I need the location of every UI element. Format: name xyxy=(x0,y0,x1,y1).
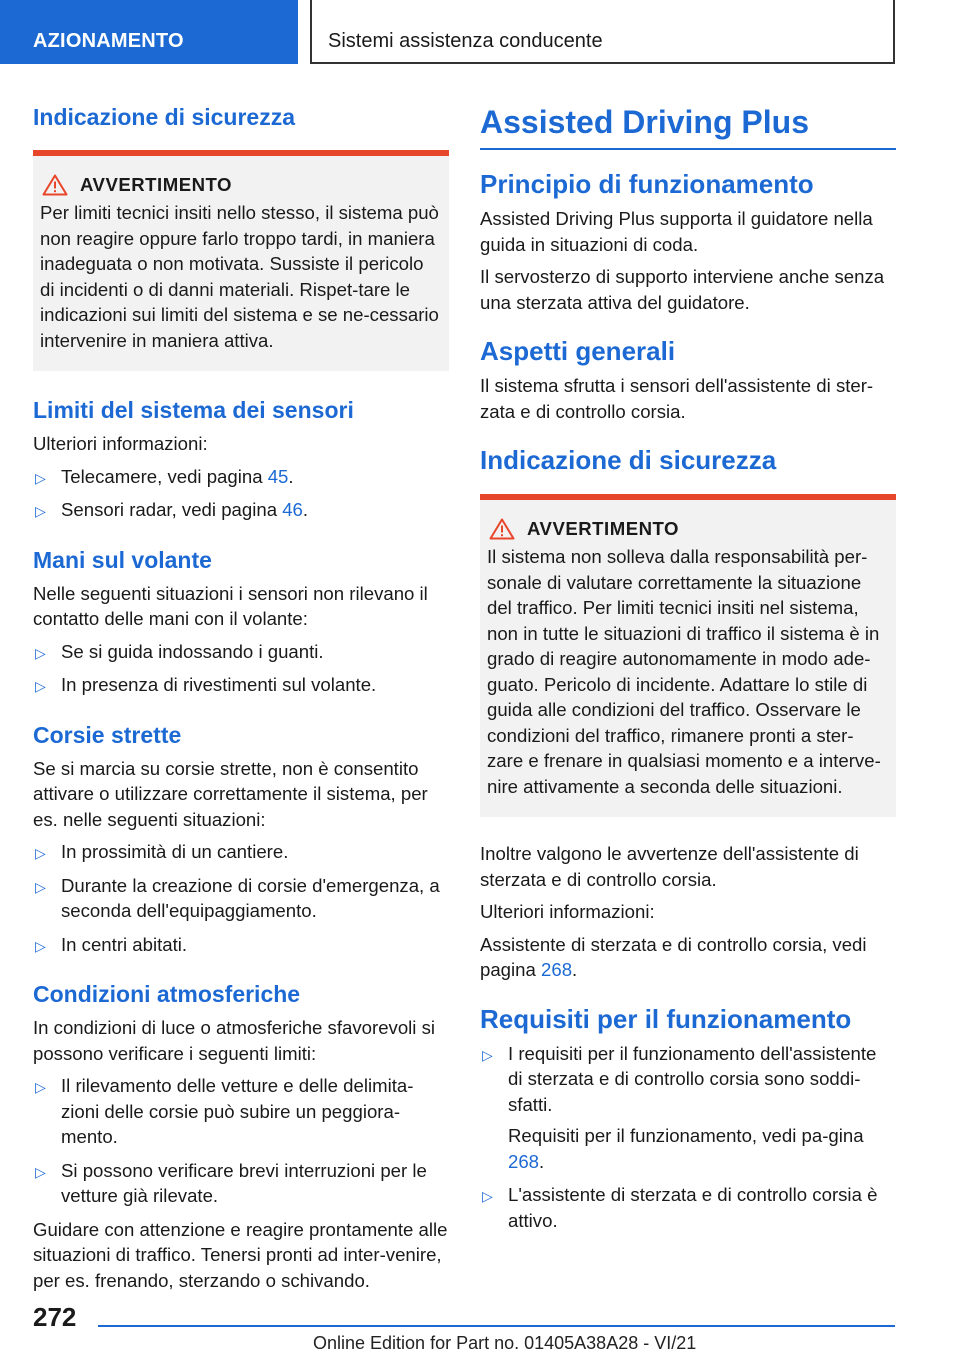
bullet-triangle-icon: ▷ xyxy=(35,678,46,694)
bullet-triangle-icon: ▷ xyxy=(35,1163,46,1180)
warning-box-right xyxy=(480,494,896,817)
section-tab xyxy=(0,0,298,64)
after-text-2: Ulteriori informazioni: xyxy=(480,901,655,922)
weather-intro: In condizioni di luce o atmosferiche sfavorevoli si possono verificare i seguenti limiti: xyxy=(33,1017,436,1064)
page-link-268-b[interactable]: 268 xyxy=(508,1150,540,1172)
list-item: ▷ In presenza di rivestimenti sul volante. xyxy=(33,672,449,698)
bullet-triangle-icon: ▷ xyxy=(35,469,46,486)
footer-divider xyxy=(98,1325,895,1327)
weather-list xyxy=(33,1073,449,1209)
sensor-intro: Ulteriori informazioni: xyxy=(33,433,208,454)
warning-title: AVVERTIMENTO xyxy=(42,174,441,196)
warning-text: Il sistema non solleva dalla responsabilità per-sonale di valutare correttamente la situazione del traffico. Per limiti tecnici insiti nel sistema, non in tutte le situazioni di traffico il sistema è in grado di reagire autonomamente in modo ade-guato. Pericolo di incidente. Adattare lo stile di guida alle condizioni del traffico. Osservare le condizioni del traffico, rimanere pronti a ster-zare e frenare in qualsiasi momento e a interve-nire attivamente a seconda delle situazioni. xyxy=(487,546,881,797)
list-item: ▷ I requisiti per il funzionamento dell'assistente di sterzata e di controllo corsia sono soddi-sfatti. Requisiti per il funzionamento, vedi pa-gina 268. xyxy=(480,1041,896,1175)
sensor-heading: Limiti del sistema dei sensori xyxy=(33,397,354,423)
bullet-triangle-icon: ▷ xyxy=(35,878,46,895)
chapter-label: Sistemi assistenza conducente xyxy=(328,30,603,52)
general-text: Il sistema sfrutta i sensori dell'assistente di ster-zata e di controllo corsia. xyxy=(480,375,874,422)
page-title: Assisted Driving Plus xyxy=(480,102,896,150)
list-item: ▷ Si possono verificare brevi interruzioni per le vetture già rilevate. xyxy=(35,1159,427,1206)
section-label: AZIONAMENTO xyxy=(33,30,184,52)
list-item: ▷ In prossimità di un cantiere. xyxy=(33,839,449,865)
right-safety-heading: Indicazione di sicurezza xyxy=(480,445,777,475)
lanes-list xyxy=(33,839,449,957)
requirements-list xyxy=(480,1041,896,1234)
list-item: ▷ Durante la creazione di corsie d'emergenza, a seconda dell'equipaggiamento. xyxy=(35,874,440,921)
list-item: ▷ Sensori radar, vedi pagina 46. xyxy=(33,497,449,523)
list-item: ▷ L'assistente di sterzata e di controllo corsia è attivo. xyxy=(482,1184,878,1231)
warning-title: AVVERTIMENTO xyxy=(489,518,888,540)
bullet-triangle-icon: ▷ xyxy=(35,503,46,519)
lanes-intro: Se si marcia su corsie strette, non è consentito attivare o utilizzare correttamente il sistema, per es. nelle seguenti situazioni: xyxy=(33,757,428,830)
requirements-subtext: Requisiti per il funzionamento, vedi pa-gina 268. xyxy=(508,1125,864,1172)
list-item: ▷ Se si guida indossando i guanti. xyxy=(33,639,449,665)
left-safety-heading: Indicazione di sicurezza xyxy=(33,104,296,130)
general-heading: Aspetti generali xyxy=(480,336,676,366)
hands-heading: Mani sul volante xyxy=(33,546,212,573)
warning-text: Per limiti tecnici insiti nello stesso, il sistema può non reagire oppure farlo troppo tardi, in maniera inadeguata o non motivata. Sussiste il pericolo di incidenti o di danni materiali. Rispet-tare le indicazioni sui limiti del sistema e se ne-cessario intervenire in maniera attiva. xyxy=(40,202,439,351)
list-item: ▷ Telecamere, vedi pagina 45. xyxy=(33,464,449,490)
hands-list xyxy=(33,639,449,698)
list-item: ▷ In centri abitati. xyxy=(33,932,449,958)
weather-heading: Condizioni atmosferiche xyxy=(33,981,301,1007)
footer-edition: Online Edition for Part no. 01405A38A28 - VI/21 xyxy=(313,1333,697,1353)
bullet-triangle-icon: ▷ xyxy=(35,1079,46,1095)
lanes-heading: Corsie strette xyxy=(33,721,182,748)
warning-triangle-icon xyxy=(42,174,68,196)
page-link-45[interactable]: 45 xyxy=(267,465,289,487)
hands-intro: Nelle seguenti situazioni i sensori non rilevano il contatto delle mani con il volante: xyxy=(33,582,428,629)
weather-outro: Guidare con attenzione e reagire prontamente alle situazioni di traffico. Tenersi pronti ad inter-venire, per es. frenando, sterzando o schivando. xyxy=(33,1218,448,1291)
warning-triangle-icon xyxy=(489,518,515,540)
bullet-triangle-icon: ▷ xyxy=(35,644,46,661)
principle-text-1: Assisted Driving Plus supporta il guidatore nella guida in situazioni di coda. xyxy=(480,208,873,255)
right-column xyxy=(480,100,896,1241)
page-link-46[interactable]: 46 xyxy=(282,499,303,520)
after-text-3: Assistente di sterzata e di controllo corsia, vedi pagina 268. xyxy=(480,933,867,980)
requirements-heading: Requisiti per il funzionamento xyxy=(480,1003,852,1034)
sensor-list xyxy=(33,464,449,523)
bullet-triangle-icon: ▷ xyxy=(35,937,46,954)
principle-heading: Principio di funzionamento xyxy=(480,169,814,199)
list-item: ▷ Il rilevamento delle vetture e delle delimita-zioni delle corsie può subire un peggiora-mento. xyxy=(35,1075,414,1147)
warning-box-left xyxy=(33,150,449,371)
bullet-triangle-icon: ▷ xyxy=(482,1046,493,1063)
chapter-header xyxy=(310,0,895,64)
principle-text-2: Il servosterzo di supporto interviene anche senza una sterzata attiva del guidatore. xyxy=(480,266,885,313)
bullet-triangle-icon: ▷ xyxy=(482,1188,493,1204)
page-number: 272 xyxy=(33,1302,77,1332)
after-text-1: Inoltre valgono le avvertenze dell'assistente di sterzata e di controllo corsia. xyxy=(480,843,859,890)
page-link-268[interactable]: 268 xyxy=(541,959,573,980)
bullet-triangle-icon: ▷ xyxy=(35,845,46,861)
left-column xyxy=(33,100,449,1300)
